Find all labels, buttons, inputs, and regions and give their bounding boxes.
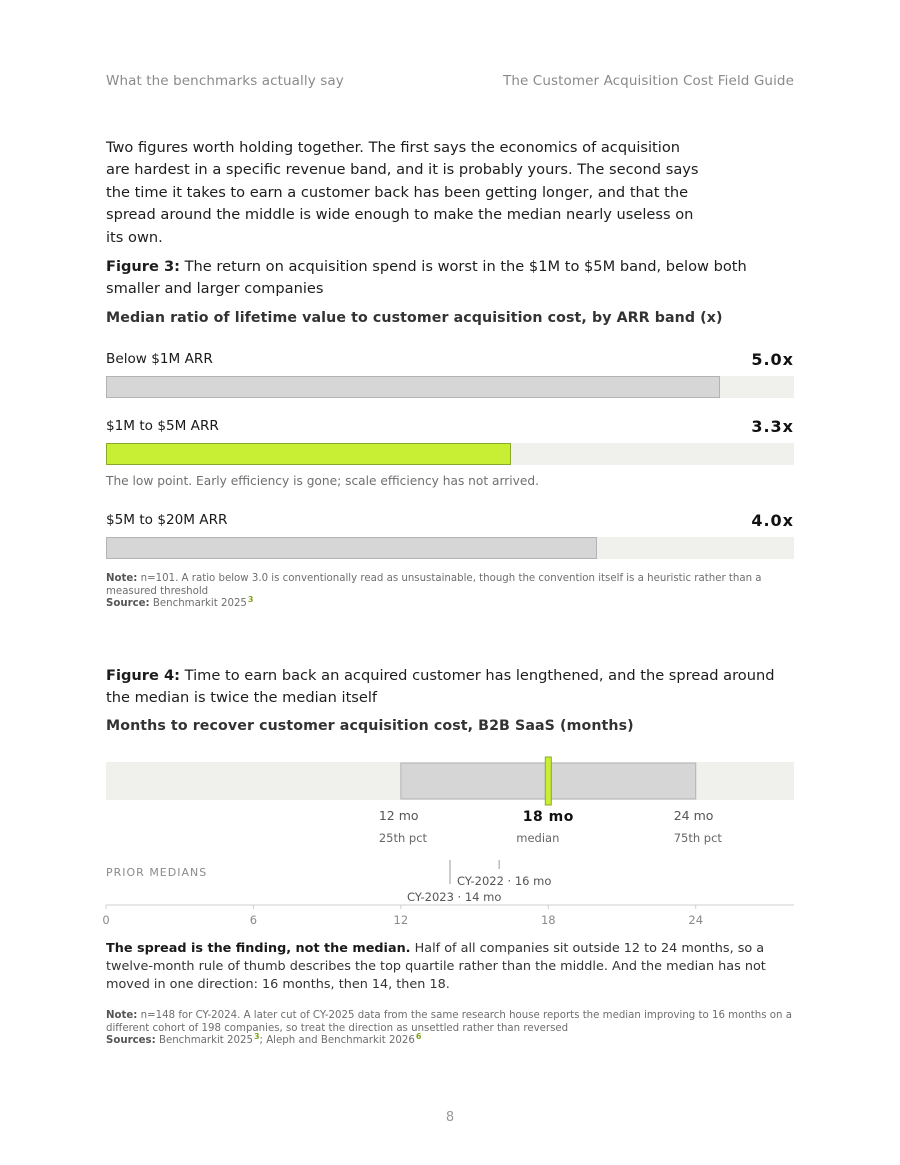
note-text: n=148 for CY-2024. A later cut of CY-2025 data from the same research house reports the median improving to 16 months on a different cohort of 198 companies, so treat the direction as unsettled rather than reversed	[106, 1010, 792, 1034]
figure-4-finding	[106, 940, 796, 995]
figure-4-caption-text: Time to earn back an acquired customer has lengthened, and the spread around the median is twice the median itself	[106, 667, 775, 706]
figure-3-caption	[106, 256, 796, 300]
x-axis-tick-label-6: 6	[249, 913, 258, 927]
figure-3-note	[106, 573, 796, 598]
source-a-text: Benchmarkit 2025	[158, 1035, 253, 1046]
p75-name-label: 75th pct	[673, 831, 722, 845]
running-header-right: The Customer Acquisition Cost Field Guide	[503, 73, 794, 89]
bar-below-1m	[106, 376, 720, 398]
finding-bold: The spread is the finding, not the median.	[106, 941, 411, 956]
figure-3-chart-title: Median ratio of lifetime value to customer acquisition cost, by ARR band (x)	[106, 310, 723, 326]
finding-text: Half of all companies sit outside 12 to 24 months, so a twelve-month rule of thumb describes the top quartile rather than the middle. And the median has not moved in one direction: 16 months, then 14, then 18.	[106, 941, 766, 993]
figure-4-notes	[106, 1010, 796, 1048]
bar-track-1m-5m	[106, 443, 794, 465]
p75-value-label: 24 mo	[673, 808, 714, 823]
p25-value-label: 12 mo	[378, 808, 419, 823]
bar-label-below-1m: Below $1M ARR	[106, 351, 213, 367]
x-axis-tick-label-24: 24	[688, 913, 704, 927]
prior-median-label-cy2023: CY-2023 · 14 mo	[407, 890, 502, 904]
source-text: Benchmarkit 2025	[152, 598, 247, 609]
bar-track-below-1m	[106, 376, 794, 398]
figure-4-caption	[106, 665, 796, 709]
figure-3-source	[106, 595, 796, 611]
p25-name-label: 25th pct	[378, 831, 428, 845]
sources-label: Sources:	[106, 1035, 156, 1046]
prior-medians-label: PRIOR MEDIANS	[106, 866, 208, 879]
x-axis-tick-label-18: 18	[540, 913, 556, 927]
figure-4-note	[106, 1010, 796, 1035]
figure-3-number: Figure 3:	[106, 258, 180, 275]
source-b-reference[interactable]: 6	[415, 1032, 422, 1041]
prior-median-label-cy2022: CY-2022 · 16 mo	[457, 874, 552, 888]
figure-3-notes	[106, 573, 796, 611]
median-value-label: 18 mo	[522, 809, 574, 825]
bar-value-5m-20m: 4.0x	[751, 511, 794, 530]
figure-4-chart-title: Months to recover customer acquisition cost, B2B SaaS (months)	[106, 718, 634, 734]
running-header-left: What the benchmarks actually say	[106, 73, 344, 89]
figure-4-number: Figure 4:	[106, 667, 180, 684]
x-axis-tick-label-12: 12	[393, 913, 409, 927]
note-label: Note:	[106, 1010, 138, 1021]
figure-3-caption-text: The return on acquisition spend is worst in the $1M to $5M band, below both smaller and larger companies	[106, 258, 747, 297]
bar-value-below-1m: 5.0x	[751, 350, 794, 369]
bar-1m-5m	[106, 443, 511, 465]
bar-value-1m-5m: 3.3x	[751, 417, 794, 436]
bar-label-1m-5m: $1M to $5M ARR	[106, 418, 219, 434]
median-marker	[545, 757, 551, 805]
bar-label-5m-20m: $5M to $20M ARR	[106, 512, 228, 528]
source-label: Source:	[106, 598, 150, 609]
source-reference[interactable]: 3	[247, 595, 254, 604]
note-text: n=101. A ratio below 3.0 is conventionally read as unsustainable, though the convention itself is a heuristic rather than a measured threshold	[106, 573, 762, 597]
page-number: 8	[445, 1110, 455, 1125]
median-name-label: median	[516, 831, 560, 845]
source-b-text: ; Aleph and Benchmarkit 2026	[259, 1035, 415, 1046]
bar-track-5m-20m	[106, 537, 794, 559]
note-label: Note:	[106, 573, 138, 584]
figure-4-sources	[106, 1032, 796, 1048]
payback-range-chart	[0, 750, 900, 930]
x-axis-tick-label-0: 0	[102, 913, 110, 927]
source-a-reference[interactable]: 3	[253, 1032, 260, 1041]
highlight-note: The low point. Early efficiency is gone; scale efficiency has not arrived.	[106, 474, 539, 488]
intro-paragraph: Two figures worth holding together. The first says the economics of acquisition are hardest in a specific revenue band, and it is probably yours. The second says the time it takes to earn a customer back has been getting longer, and that the spread around the middle is wide enough to make the median nearly useless on its own.	[106, 139, 699, 246]
bar-5m-20m	[106, 537, 597, 559]
